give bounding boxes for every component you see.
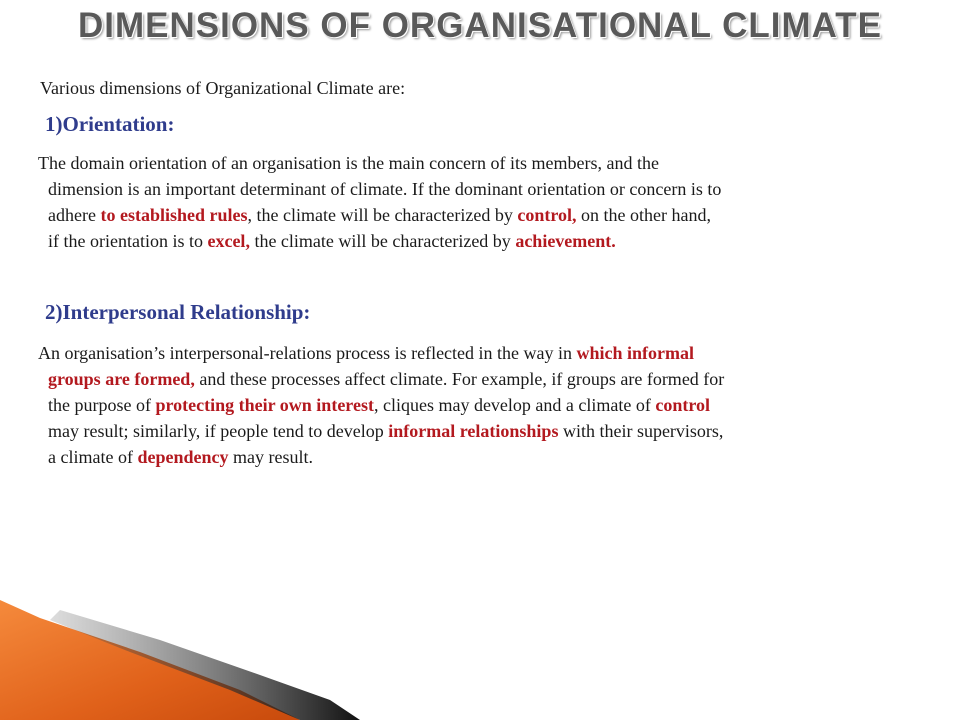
text-run: An organisation’s interpersonal-relations process is reflected in the way in xyxy=(38,343,577,363)
text-run: the climate will be characterized by xyxy=(249,231,516,251)
paragraph-line xyxy=(38,202,721,228)
text-run: The domain orientation of an organisation is the main concern of its members, and the xyxy=(38,153,659,173)
section-paragraph-orientation xyxy=(38,150,721,254)
highlighted-phrase: groups are formed, xyxy=(48,369,195,389)
text-run: may result; similarly, if people tend to develop xyxy=(48,421,389,441)
orange-swoosh xyxy=(0,600,300,720)
section-heading-interpersonal-relationship: 2)Interpersonal Relationship: xyxy=(45,300,311,324)
paragraph-line xyxy=(38,392,724,418)
text-run: , the climate will be characterized by xyxy=(247,205,518,225)
highlighted-phrase: protecting their own interest xyxy=(155,395,374,415)
text-run: a climate of xyxy=(48,447,138,467)
text-run: with their supervisors, xyxy=(558,421,724,441)
text-run: the purpose of xyxy=(48,395,156,415)
text-run: if the orientation is to xyxy=(48,231,208,251)
paragraph-line xyxy=(38,228,721,254)
highlighted-phrase: which informal xyxy=(576,343,695,363)
highlighted-phrase: dependency xyxy=(137,447,229,467)
text-run: adhere xyxy=(48,205,101,225)
highlighted-phrase: informal relationships xyxy=(388,421,559,441)
paragraph-line xyxy=(38,176,721,202)
slide-title: DIMENSIONS OF ORGANISATIONAL CLIMATE xyxy=(77,6,883,45)
highlighted-phrase: achievement. xyxy=(515,231,616,251)
highlighted-phrase: to established rules xyxy=(100,205,248,225)
paragraph-line xyxy=(38,444,724,470)
paragraph-line xyxy=(38,340,724,366)
highlighted-phrase: excel, xyxy=(207,231,250,251)
section-heading-orientation: 1)Orientation: xyxy=(45,112,175,136)
text-run: on the other hand, xyxy=(576,205,711,225)
text-run: may result. xyxy=(228,447,313,467)
text-run: , cliques may develop and a climate of xyxy=(373,395,656,415)
intro-text: Various dimensions of Organizational Climate are: xyxy=(40,78,406,98)
text-run: dimension is an important determinant of climate. If the dominant orientation or concern is to xyxy=(48,179,722,199)
paragraph-line xyxy=(38,366,724,392)
paragraph-line xyxy=(38,150,721,176)
highlighted-phrase: control, xyxy=(517,205,577,225)
text-run: and these processes affect climate. For example, if groups are formed for xyxy=(194,369,725,389)
paragraph-line xyxy=(38,418,724,444)
section-paragraph-interpersonal-relationship xyxy=(38,340,724,470)
highlighted-phrase: control xyxy=(655,395,711,415)
